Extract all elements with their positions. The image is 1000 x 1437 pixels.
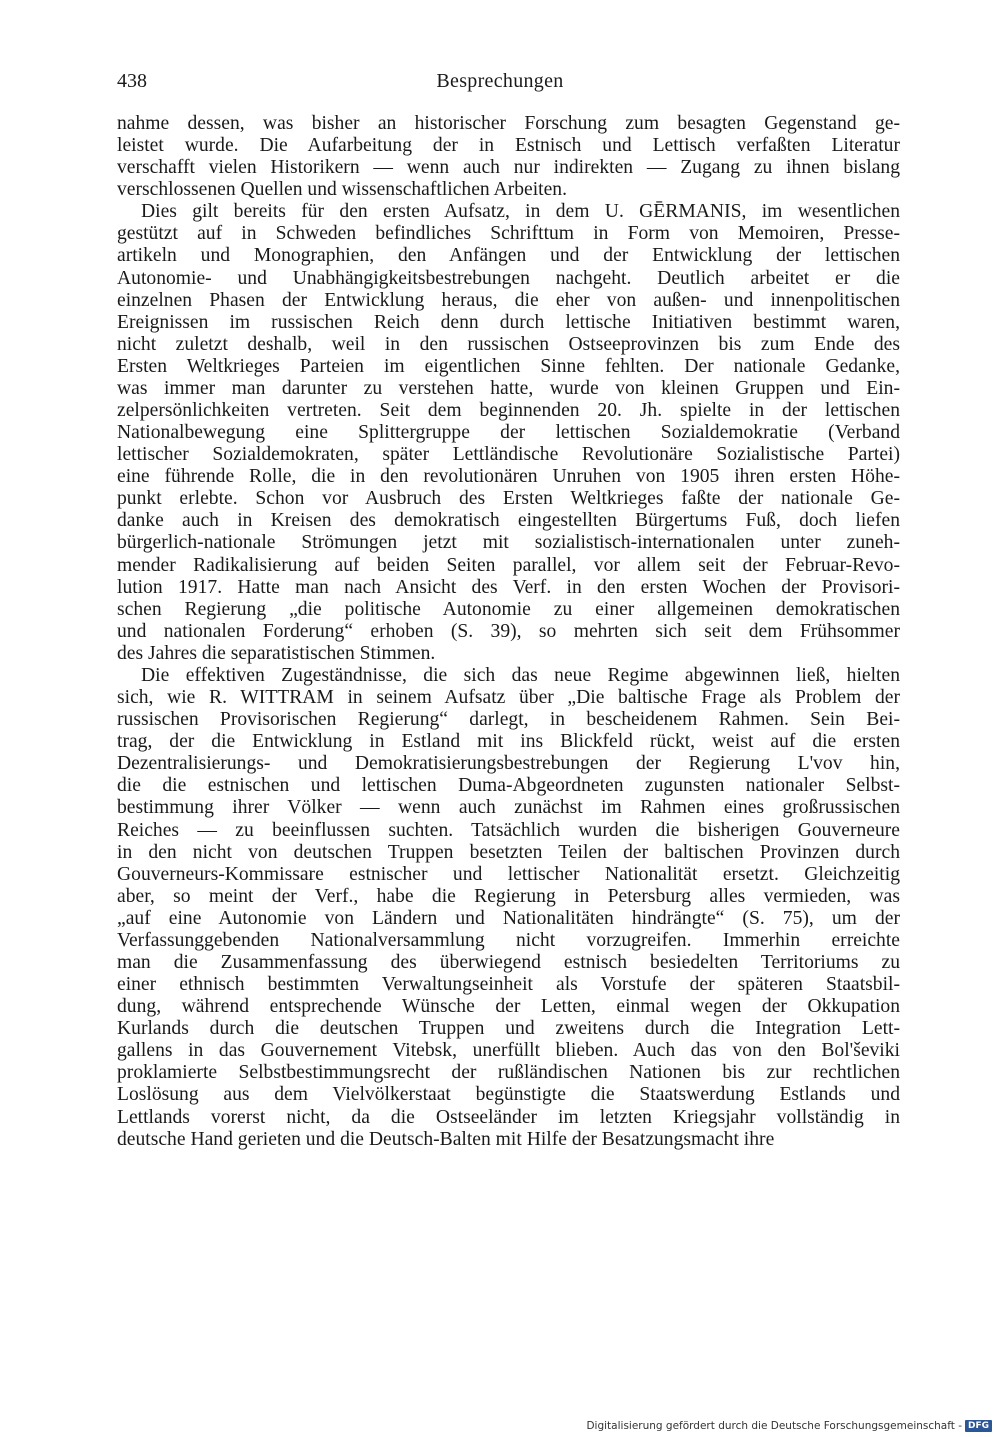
text-line: schen Regierung „die politische Autonomie zu einer allgemeinen demokratischen	[117, 598, 900, 620]
text-line: Ereignissen im russischen Reich denn durch lettische Initiativen bestimmt waren,	[117, 311, 900, 333]
text-line: eine führende Rolle, die in den revolutionären Unruhen von 1905 ihren ersten Höhe-	[117, 466, 900, 488]
text-line: lution 1917. Hatte man nach Ansicht des Verf. in den ersten Wochen der Provisori-	[117, 576, 900, 598]
text-line: Kurlands durch die deutschen Truppen und zweitens durch die Integration Lett-	[117, 1018, 900, 1040]
text-line: punkt erlebte. Schon vor Ausbruch des Ersten Weltkrieges faßte der nationale Ge-	[117, 488, 900, 510]
text-line: gestützt auf in Schweden befindliches Schrifttum in Form von Memoiren, Presse-	[117, 223, 900, 245]
text-line: man die Zusammenfassung des überwiegend estnisch besiedelten Territoriums zu	[117, 951, 900, 973]
text-line: nahme dessen, was bisher an historischer Forschung zum besagten Gegenstand ge-	[117, 113, 900, 134]
text-line: die die estnischen und lettischen Duma-Abgeordneten zugunsten nationaler Selbst-	[117, 775, 900, 797]
text-line: zelpersönlichkeiten vertreten. Seit dem beginnenden 20. Jh. spielte in der lettischen	[117, 400, 900, 422]
text-line: Gouverneurs-Kommissare estnischer und lettischer Nationalität ersetzt. Gleichzeitig	[117, 863, 900, 885]
text-line: Ersten Weltkrieges Parteien im eigentlichen Sinne fehlten. Der nationale Gedanke,	[117, 355, 900, 377]
running-head: Besprechungen	[436, 70, 564, 92]
text-line: Reiches — zu beeinflussen suchten. Tatsächlich wurden die bisherigen Gouverneure	[117, 819, 900, 841]
footer	[586, 1420, 992, 1432]
text-line: Dies gilt bereits für den ersten Aufsatz, in dem U. GĒRMANIS, im wesentlichen	[141, 201, 900, 223]
text-line: und nationalen Forderung“ erhoben (S. 39), so mehrten sich seit dem Frühsommer	[117, 620, 900, 642]
text-line: russischen Provisorischen Regierung“ darlegt, in bescheidenem Rahmen. Sein Bei-	[117, 709, 900, 731]
text-line: deutsche Hand gerieten und die Deutsch-Balten mit Hilfe der Besatzungsmacht ihre	[117, 1128, 775, 1150]
text-line: mender Radikalisierung auf beiden Seiten parallel, vor allem seit der Februar-Revo-	[117, 554, 900, 576]
text-line: einer ethnisch bestimmten Verwaltungseinheit als Vorstufe der späteren Staatsbil-	[117, 974, 900, 996]
text-line: in den nicht von deutschen Truppen besetzten Teilen der baltischen Provinzen durch	[117, 841, 900, 863]
text-line: danke auch in Kreisen des demokratisch eingestellten Bürgertums Fuß, doch liefen	[117, 510, 900, 532]
text-line: bürgerlich-nationale Strömungen jetzt mit sozialistisch-internationalen unter zuneh-	[117, 532, 900, 554]
text-line: nicht zuletzt deshalb, weil in den russischen Ostseeprovinzen bis zum Ende des	[117, 333, 900, 355]
text-line: verschlossenen Quellen und wissenschaftlichen Arbeiten.	[117, 179, 567, 201]
text-line: Loslösung aus dem Vielvölkerstaat begünstigte die Staatswerdung Estlands und	[117, 1084, 900, 1106]
text-line: aber, so meint der Verf., habe die Regierung in Petersburg alles vermieden, was	[117, 885, 900, 907]
text-line: Verfassunggebenden Nationalversammlung nicht vorzugreifen. Immerhin erreichte	[117, 929, 900, 951]
text-line: Die effektiven Zugeständnisse, die sich das neue Regime abgewinnen ließ, hielten	[141, 664, 900, 686]
text-line: was immer man darunter zu verstehen hatte, wurde von kleinen Gruppen und Ein-	[117, 377, 900, 399]
text-line: einzelnen Phasen der Entwicklung heraus, die eher von außen- und innenpolitischen	[117, 289, 900, 311]
text-line: dung, während entsprechende Wünsche der Letten, einmal wegen der Okkupation	[117, 996, 900, 1018]
text-line: gallens in das Gouvernement Vitebsk, unerfüllt blieben. Auch das von den Bol'ševiki	[117, 1040, 900, 1062]
footer-text: Digitalisierung gefördert durch die Deutsche Forschungsgemeinschaft -	[586, 1420, 962, 1432]
text-line: Autonomie- und Unabhängigkeitsbestrebungen nachgeht. Deutlich arbeitet er die	[117, 267, 900, 289]
text-line: sich, wie R. WITTRAM in seinem Aufsatz über „Die baltische Frage als Problem der	[117, 687, 900, 709]
text-line: trag, der die Entwicklung in Estland mit ins Blickfeld rückt, weist auf die ersten	[117, 731, 900, 753]
text-line: Lettlands vorerst nicht, da die Ostseeländer im letzten Kriegsjahr vollständig in	[117, 1106, 900, 1128]
text-line: lettischer Sozialdemokraten, später Lettländische Revolutionäre Sozialistische Partei)	[117, 444, 900, 466]
text-line: Dezentralisierungs- und Demokratisierungsbestrebungen der Regierung L'vov hin,	[117, 753, 900, 775]
text-line: bestimmung ihrer Völker — wenn auch zunächst im Rahmen eines großrussischen	[117, 797, 900, 819]
text-line: artikeln und Monographien, den Anfängen und der Entwicklung der lettischen	[117, 245, 900, 267]
dfg-logo: DFG	[965, 1420, 992, 1432]
text-line: „auf eine Autonomie von Ländern und Nationalitäten hindrängte“ (S. 75), um der	[117, 907, 900, 929]
text-line: Nationalbewegung eine Splittergruppe der lettischen Sozialdemokratie (Verband	[117, 422, 900, 444]
text-line: proklamierte Selbstbestimmungsrecht der rußländischen Nationen bis zur rechtlichen	[117, 1062, 900, 1084]
text-line: verschafft vielen Historikern — wenn auch nur indirekten — Zugang zu ihnen bislang	[117, 157, 900, 179]
text-line: des Jahres die separatistischen Stimmen.	[117, 642, 436, 664]
body-text	[117, 113, 900, 1151]
page-number: 438	[117, 70, 147, 92]
text-line: leistet wurde. Die Aufarbeitung der in Estnisch und Lettisch verfaßten Literatur	[117, 135, 900, 157]
